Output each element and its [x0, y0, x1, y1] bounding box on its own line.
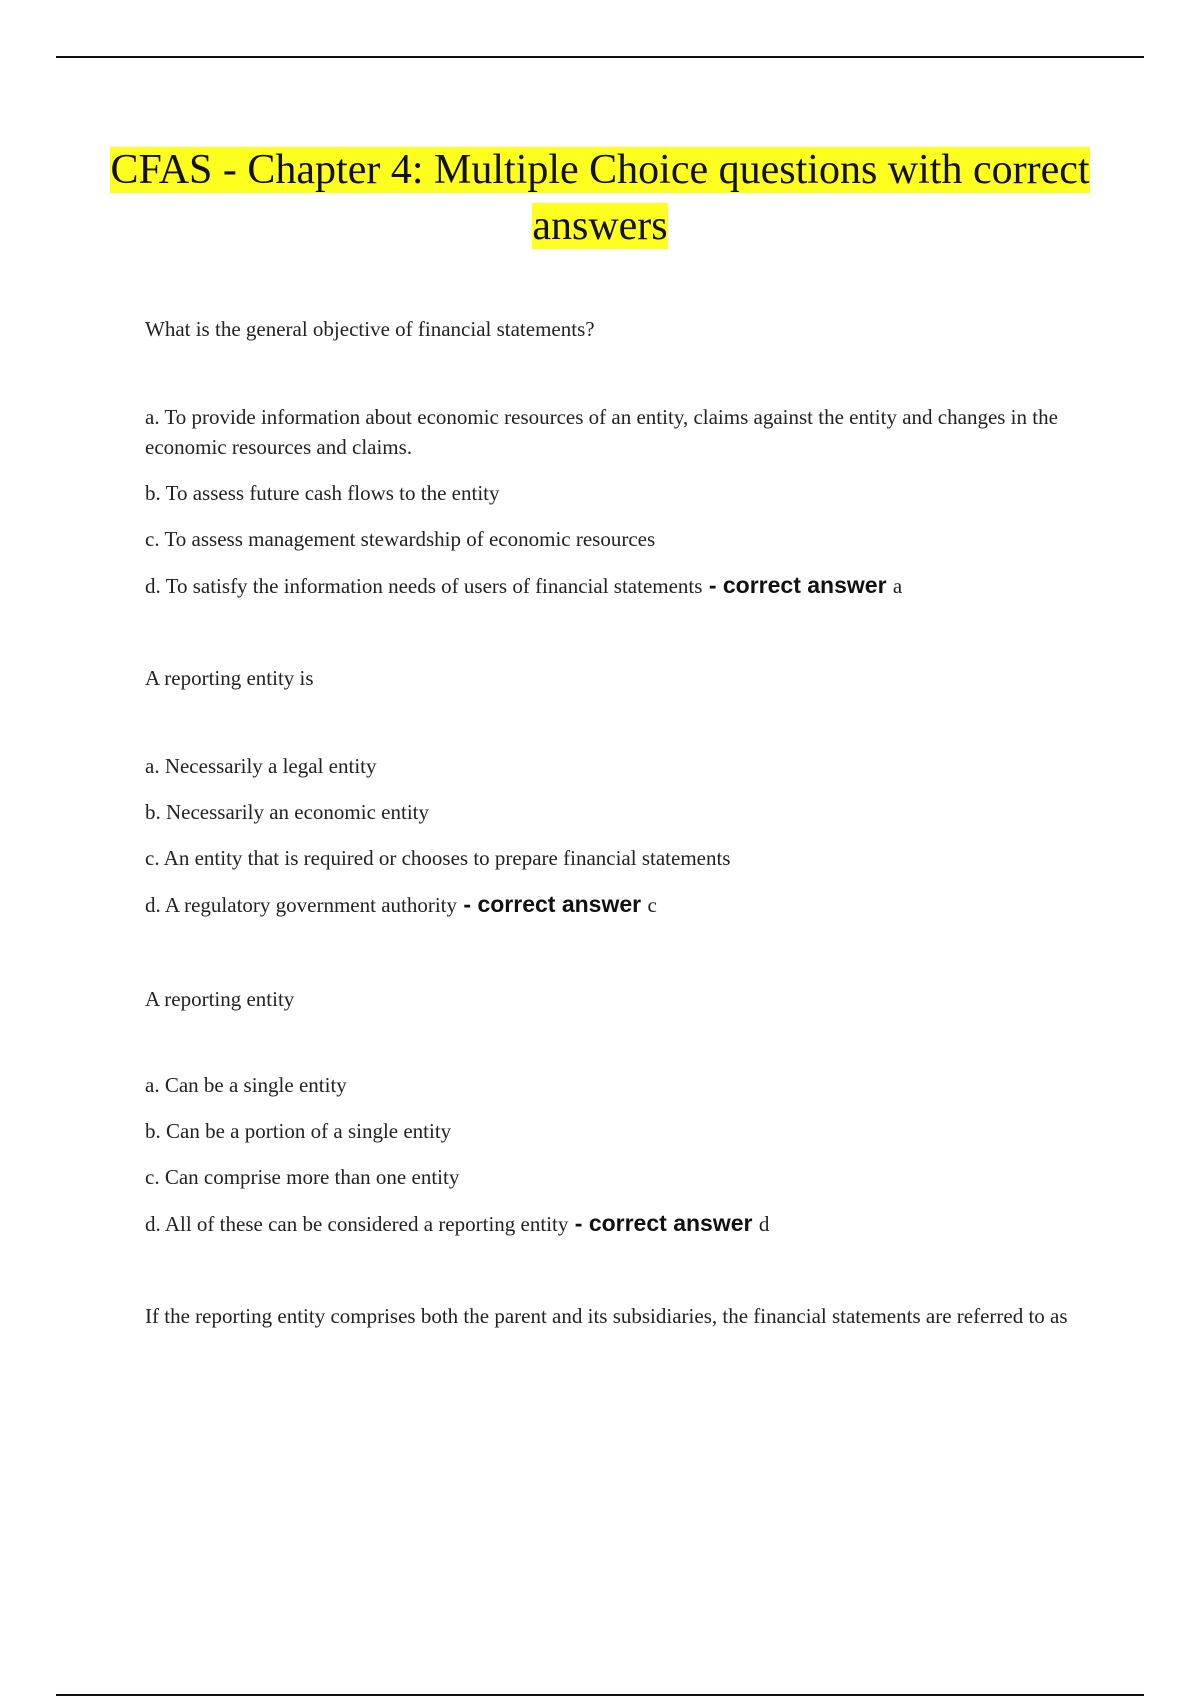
option-text: d. To satisfy the information needs of users of financial statements [145, 574, 703, 598]
correct-answer-label: - correct answer [457, 891, 648, 917]
question-block [145, 1301, 1085, 1331]
question-block [145, 984, 1085, 1239]
option-list [145, 1070, 1085, 1239]
correct-answer-letter: c [647, 893, 657, 917]
option-item: c. To assess management stewardship of economic resources [145, 527, 656, 551]
option-item: c. An entity that is required or chooses to prepare financial statements [145, 846, 731, 870]
bottom-divider [56, 1694, 1144, 1696]
option-item: a. Can be a single entity [145, 1073, 347, 1097]
question-text: What is the general objective of financial statements? [145, 317, 595, 341]
page-title: CFAS - Chapter 4: Multiple Choice questions with correct answers [110, 147, 1090, 249]
question-text: A reporting entity is [145, 666, 314, 690]
question-list [145, 314, 1085, 1391]
question-text: A reporting entity [145, 987, 295, 1011]
option-item-with-answer [145, 1208, 1085, 1239]
correct-answer-letter: a [892, 574, 903, 598]
option-item-with-answer [145, 889, 1085, 920]
option-item: b. Can be a portion of a single entity [145, 1119, 452, 1143]
option-text: d. All of these can be considered a reporting entity [145, 1212, 569, 1236]
question-block [145, 314, 1085, 601]
question-block [145, 663, 1085, 920]
title-block [100, 142, 1100, 254]
option-item: c. Can comprise more than one entity [145, 1165, 460, 1189]
correct-answer-letter: d [758, 1212, 770, 1236]
option-item: a. To provide information about economic resources of an entity, claims against the entity and changes in the economic resources and claims. [145, 405, 1058, 459]
option-list [145, 402, 1085, 601]
option-item: b. Necessarily an economic entity [145, 800, 429, 824]
question-text: If the reporting entity comprises both the parent and its subsidiaries, the financial statements are referred to as [145, 1304, 1068, 1328]
correct-answer-label: - correct answer [568, 1210, 759, 1236]
option-item: b. To assess future cash flows to the entity [145, 481, 500, 505]
option-item: a. Necessarily a legal entity [145, 754, 377, 778]
option-item-with-answer [145, 570, 1085, 601]
correct-answer-label: - correct answer [702, 572, 893, 598]
option-text: d. A regulatory government authority [145, 893, 458, 917]
option-list [145, 751, 1085, 920]
top-divider [56, 56, 1144, 58]
